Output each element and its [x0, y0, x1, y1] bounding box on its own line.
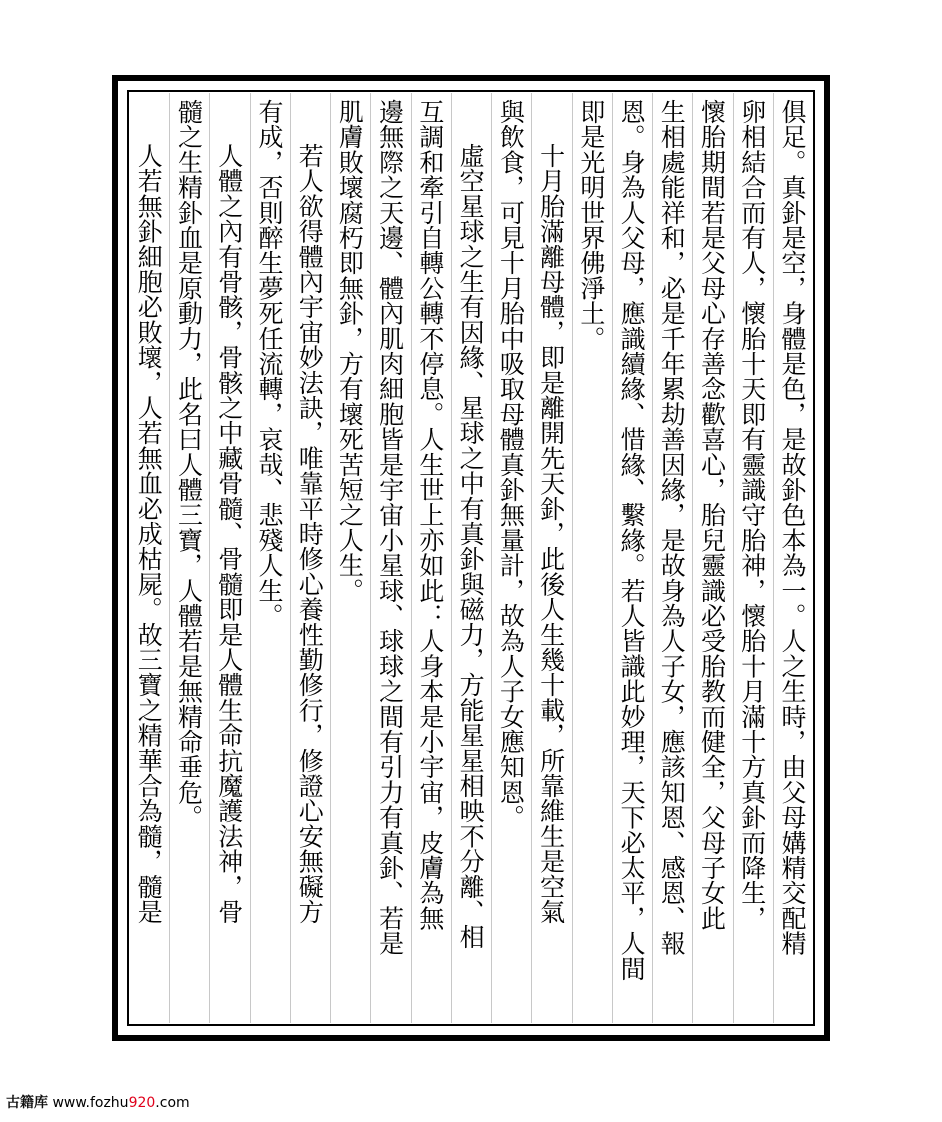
text-column: [290, 93, 330, 1023]
text-column: [491, 93, 531, 1023]
text-column: [773, 93, 813, 1023]
text-column: [250, 93, 290, 1023]
column-text: 人若無釙細胞必敗壞，人若無血必成枯屍。故三寶之精華合為髓，髓是: [134, 143, 164, 925]
text-column: [531, 93, 571, 1023]
text-column: [169, 93, 209, 1023]
text-column: [733, 93, 773, 1023]
column-text: 肌膚敗壞腐朽即無釙，方有壞死苦短之人生。: [335, 99, 365, 603]
page-frame-outer: [112, 75, 830, 1041]
footer-site-prefix: www.fozhu: [52, 1095, 129, 1111]
column-text: 懷胎期間若是父母心存善念歡喜心，胎兒靈識必受胎教而健全，父母子女此: [697, 99, 727, 931]
column-text: 卵相結合而有人，懷胎十天即有靈識守胎神，懷胎十月滿十方真釙而降生，: [737, 99, 767, 931]
column-text: 恩。身為人父母，應識續緣、惜緣、繫緣。若人皆識此妙理，天下必太平，人間: [617, 99, 647, 981]
column-text: 有成，否則醉生夢死任流轉，哀哉、悲殘人生。: [254, 99, 284, 629]
text-column: [692, 93, 732, 1023]
column-text: 人體之內有骨骸，骨骸之中藏骨髓、骨髓即是人體生命抗魔護法神，骨: [214, 143, 244, 925]
column-text: 互調和牽引自轉公轉不停息。人生世上亦如此：人身本是小宇宙，皮膚為無: [415, 99, 445, 931]
text-column: [330, 93, 370, 1023]
column-text: 十月胎滿離母體，即是離開先天釙，此後人生幾十載，所靠維生是空氣: [536, 143, 566, 925]
text-column: [652, 93, 692, 1023]
column-text: 邊無際之天邊、體內肌肉細胞皆是宇宙小星球、球球之間有引力有真釙、若是: [375, 99, 405, 956]
text-columns: [129, 93, 813, 1023]
text-column: [129, 93, 169, 1023]
text-column: [370, 93, 410, 1023]
footer-site-suffix: .com: [155, 1095, 190, 1111]
column-text: 與飲食，可見十月胎中吸取母體真釙無量計，故為人子女應知恩。: [496, 99, 526, 830]
column-text: 虛空星球之生有因緣、星球之中有真釙與磁力，方能星星相映不分離、相: [456, 143, 486, 950]
column-text: 俱足。真釙是空，身體是色，是故釙色本為一。人之生時，由父母媾精交配精: [778, 99, 807, 956]
text-column: [451, 93, 491, 1023]
text-column: [411, 93, 451, 1023]
text-column: [209, 93, 249, 1023]
text-column: [572, 93, 612, 1023]
footer-brand: 古籍库: [6, 1095, 48, 1111]
text-column: [612, 93, 652, 1023]
footer-site-number: 920: [128, 1095, 156, 1111]
column-text: 即是光明世界佛淨土。: [576, 99, 606, 351]
footer-watermark: [6, 1092, 190, 1112]
column-text: 若人欲得體內宇宙妙法訣，唯靠平時修心養性勤修行，修證心安無礙方: [295, 143, 325, 925]
column-text: 髓之生精釙血是原動力，此名曰人體三寶，人體若是無精命垂危。: [174, 99, 204, 830]
column-text: 生相處能祥和，必是千年累劫善因緣，是故身為人子女，應該知恩、感恩、報: [657, 99, 687, 956]
